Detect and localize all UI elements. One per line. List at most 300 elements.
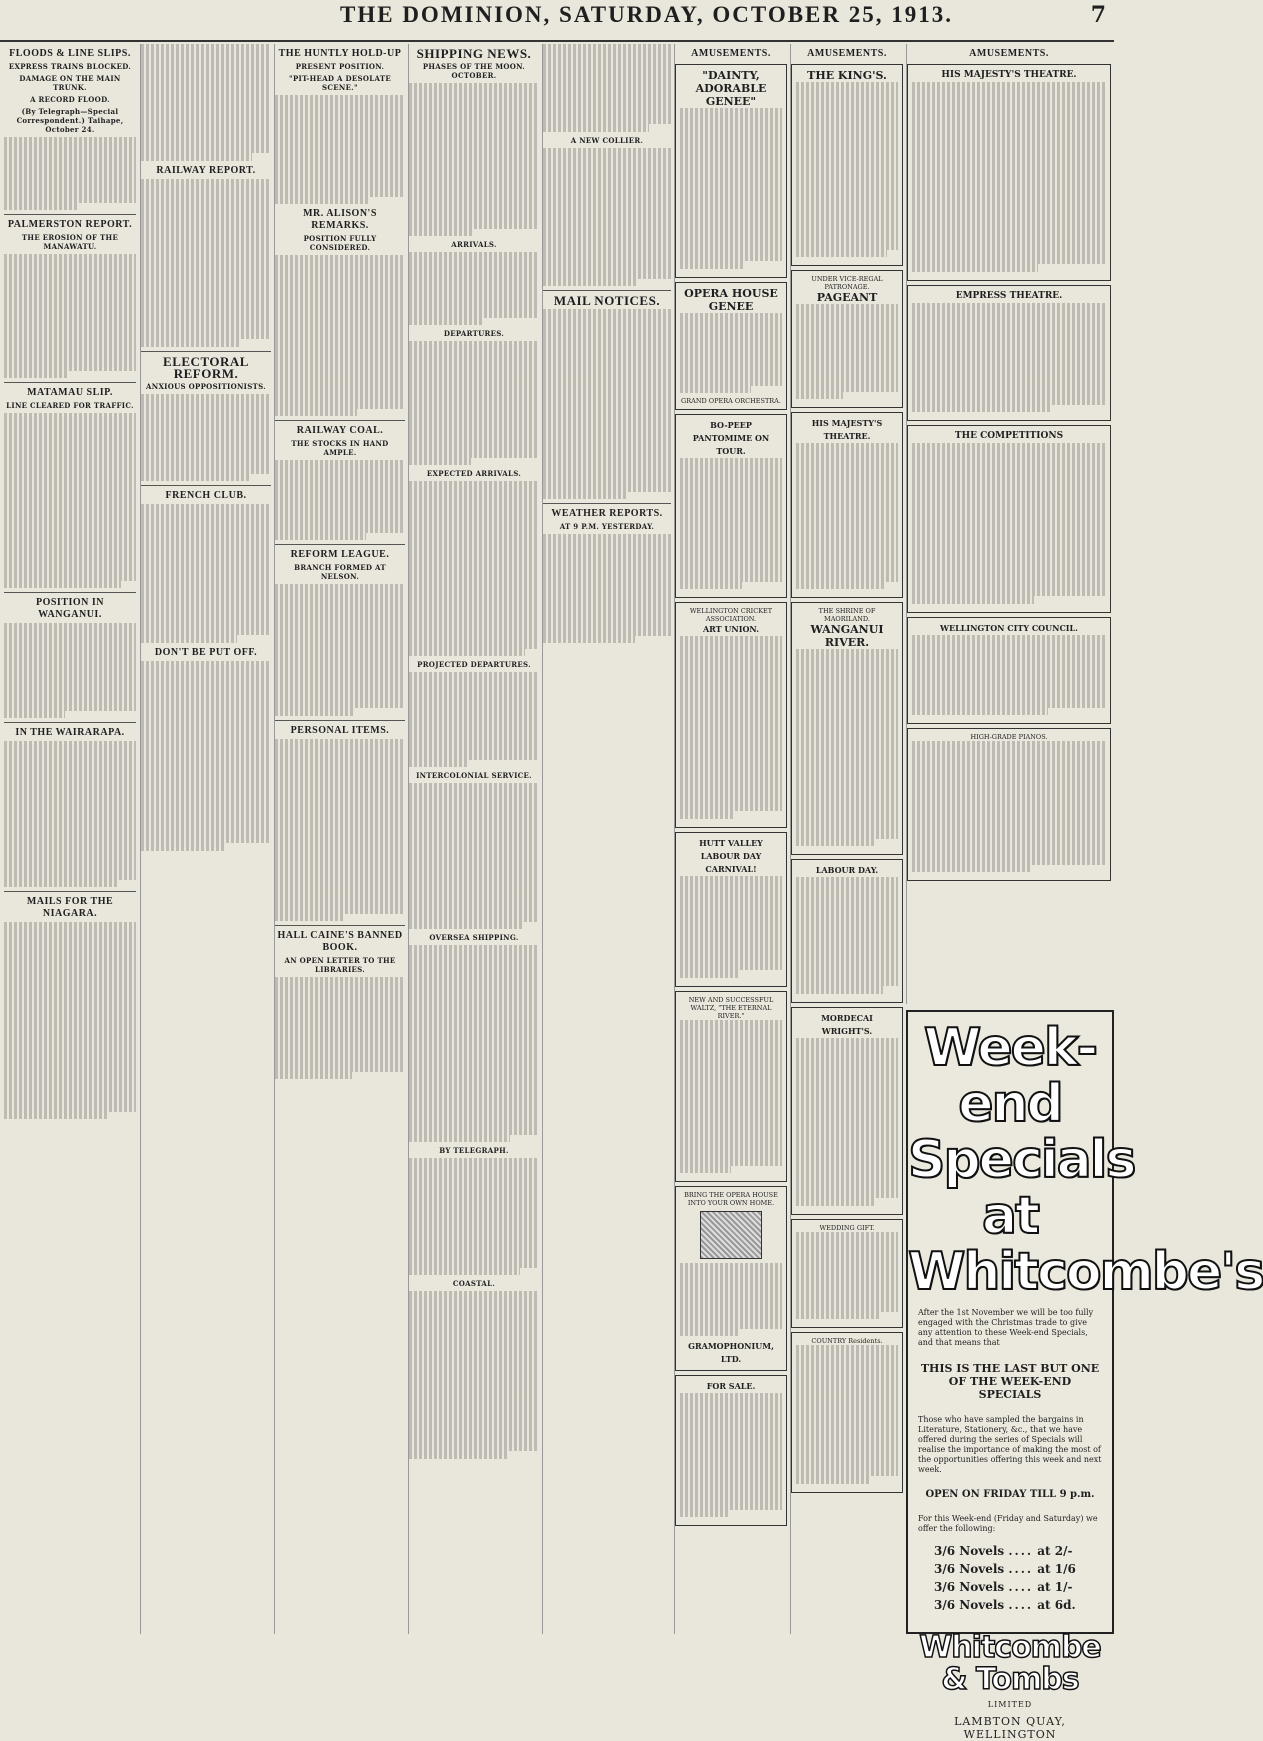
text-line bbox=[543, 88, 671, 95]
text-line bbox=[796, 1232, 898, 1239]
text-line bbox=[543, 441, 671, 448]
subhead-record-flood: A RECORD FLOOD. bbox=[30, 95, 110, 104]
text-line bbox=[141, 756, 271, 763]
text-line bbox=[409, 171, 539, 178]
text-line bbox=[796, 788, 898, 795]
text-line bbox=[912, 184, 1106, 191]
text-line bbox=[4, 435, 136, 442]
text-line bbox=[409, 1320, 539, 1327]
text-line bbox=[275, 1050, 405, 1057]
text-line bbox=[409, 856, 539, 863]
ad-gramophone-title: BRING THE OPERA HOUSE INTO YOUR OWN HOME. bbox=[684, 1190, 778, 1207]
ad-waltz-title: NEW AND SUCCESSFUL WALTZ, "THE ETERNAL RIVER." bbox=[688, 995, 774, 1020]
text-line bbox=[543, 95, 671, 102]
headline-reform-league: REFORM LEAGUE. bbox=[290, 549, 390, 561]
ad-waltz bbox=[675, 991, 787, 1182]
text-line bbox=[796, 384, 898, 391]
text-line bbox=[409, 349, 539, 356]
text-line bbox=[141, 741, 271, 748]
text-line bbox=[796, 89, 898, 96]
text-line bbox=[543, 250, 671, 257]
ad-orchestra: GRAND OPERA ORCHESTRA. bbox=[681, 396, 781, 405]
text-line bbox=[796, 877, 898, 884]
text-line bbox=[796, 82, 898, 89]
text-line bbox=[680, 1292, 782, 1299]
text-line bbox=[796, 552, 898, 559]
headline-electoral-reform: ELECTORAL REFORM. bbox=[163, 353, 249, 381]
divider bbox=[275, 925, 405, 926]
subhead-projected: PROJECTED DEPARTURES. bbox=[417, 660, 531, 670]
headline-railway-report: RAILWAY REPORT. bbox=[156, 164, 256, 176]
text-line bbox=[912, 303, 1106, 310]
ad-his-majestys-2 bbox=[907, 64, 1111, 281]
text-line bbox=[4, 623, 136, 630]
text-line bbox=[4, 711, 65, 718]
column-7 bbox=[790, 44, 903, 1634]
ad-maoriland bbox=[791, 602, 903, 855]
text-line bbox=[409, 192, 539, 199]
text-line bbox=[796, 326, 898, 333]
subhead-9pm: AT 9 P.M. YESTERDAY. bbox=[559, 521, 655, 531]
text-line bbox=[409, 1128, 539, 1135]
divider bbox=[543, 503, 671, 504]
text-line bbox=[680, 575, 782, 582]
text-line bbox=[680, 665, 782, 672]
text-line bbox=[409, 1158, 539, 1165]
text-line bbox=[796, 348, 898, 355]
ad-body bbox=[796, 1345, 898, 1484]
text-line bbox=[409, 200, 539, 207]
text-line bbox=[275, 183, 405, 190]
text-line bbox=[912, 250, 1106, 257]
text-line bbox=[141, 95, 271, 102]
text-line bbox=[796, 1433, 898, 1440]
text-line bbox=[409, 90, 539, 97]
text-line bbox=[409, 296, 539, 303]
text-line bbox=[912, 317, 1106, 324]
text-line bbox=[680, 313, 782, 320]
text-line bbox=[4, 254, 136, 261]
text-line bbox=[141, 599, 271, 606]
text-line bbox=[275, 855, 405, 862]
text-line bbox=[409, 1298, 539, 1305]
text-line bbox=[796, 1389, 898, 1396]
text-line bbox=[4, 821, 136, 828]
newspaper-title: THE DOMINION, SATURDAY, OCTOBER 25, 1913. bbox=[340, 2, 954, 27]
text-line bbox=[680, 731, 782, 738]
text-line bbox=[275, 409, 357, 416]
text-line bbox=[275, 518, 405, 525]
ad-vice-regal-title: UNDER VICE-REGAL PATRONAGE. bbox=[811, 275, 883, 292]
subhead-arrivals: ARRIVALS. bbox=[451, 240, 497, 250]
text-line bbox=[796, 1447, 898, 1454]
text-line bbox=[4, 1017, 136, 1024]
ad-genee-name: GENEE bbox=[708, 299, 754, 313]
text-line bbox=[275, 1035, 405, 1042]
text-line bbox=[680, 174, 782, 181]
ad-body bbox=[680, 876, 782, 978]
text-line bbox=[680, 789, 782, 796]
text-line bbox=[543, 66, 671, 73]
text-line bbox=[409, 1415, 539, 1422]
text-line bbox=[543, 411, 671, 418]
text-line bbox=[4, 188, 136, 195]
text-line bbox=[680, 545, 782, 552]
text-line bbox=[543, 184, 671, 191]
text-line bbox=[912, 354, 1106, 361]
text-line bbox=[4, 363, 136, 370]
text-line bbox=[796, 494, 898, 501]
article-body bbox=[141, 661, 271, 851]
text-line bbox=[409, 518, 539, 525]
text-line bbox=[275, 1006, 405, 1013]
text-line bbox=[796, 162, 898, 169]
text-line bbox=[4, 349, 136, 356]
headline-matamau: MATAMAU SLIP. bbox=[27, 387, 113, 399]
text-line bbox=[796, 155, 898, 162]
text-line bbox=[543, 317, 671, 324]
price-row bbox=[908, 1596, 1112, 1614]
text-line bbox=[275, 365, 405, 372]
text-line bbox=[680, 356, 782, 363]
text-line bbox=[275, 124, 405, 131]
text-line bbox=[796, 392, 843, 399]
text-line bbox=[680, 516, 782, 523]
text-line bbox=[796, 443, 898, 450]
divider bbox=[275, 420, 405, 421]
text-line bbox=[275, 621, 405, 628]
text-line bbox=[141, 668, 271, 675]
text-line bbox=[275, 526, 405, 533]
text-line bbox=[409, 1180, 539, 1187]
text-line bbox=[796, 1133, 898, 1140]
text-line bbox=[141, 563, 271, 570]
text-line bbox=[796, 126, 898, 133]
text-line bbox=[4, 581, 121, 588]
text-line bbox=[680, 1408, 782, 1415]
text-line bbox=[4, 173, 136, 180]
headline-amusements-1: AMUSEMENTS. bbox=[691, 48, 771, 59]
text-line bbox=[409, 1047, 539, 1054]
text-line bbox=[912, 235, 1106, 242]
text-line bbox=[275, 475, 405, 482]
text-line bbox=[796, 1074, 898, 1081]
text-line bbox=[912, 443, 1106, 450]
text-line bbox=[409, 392, 539, 399]
text-line bbox=[141, 310, 271, 317]
text-line bbox=[912, 405, 1052, 412]
ad-kings bbox=[791, 64, 903, 266]
text-line bbox=[275, 292, 405, 299]
price-row bbox=[908, 1542, 1112, 1560]
ad-opera-house-title: OPERA HOUSE bbox=[684, 286, 778, 300]
text-line bbox=[912, 398, 1106, 405]
text-line bbox=[4, 552, 136, 559]
text-line bbox=[275, 790, 405, 797]
text-line bbox=[141, 423, 271, 430]
text-line bbox=[4, 312, 136, 319]
text-line bbox=[409, 680, 539, 687]
subhead-oversea: OVERSEA SHIPPING. bbox=[429, 933, 519, 943]
text-line bbox=[275, 299, 405, 306]
text-line bbox=[4, 305, 136, 312]
article-body bbox=[141, 44, 271, 161]
text-line bbox=[912, 458, 1106, 465]
subhead-coastal: COASTAL. bbox=[452, 1278, 496, 1288]
text-line bbox=[409, 1422, 539, 1429]
text-line bbox=[409, 974, 539, 981]
text-line bbox=[680, 876, 782, 883]
text-line bbox=[409, 407, 539, 414]
article-body bbox=[275, 584, 405, 715]
text-line bbox=[141, 541, 271, 548]
text-line bbox=[141, 230, 271, 237]
text-line bbox=[275, 753, 405, 760]
text-line bbox=[680, 1166, 731, 1173]
text-line bbox=[912, 748, 1106, 755]
text-line bbox=[4, 356, 136, 363]
text-line bbox=[409, 356, 539, 363]
text-line bbox=[912, 257, 1106, 264]
text-line bbox=[680, 1299, 782, 1306]
text-line bbox=[4, 689, 136, 696]
text-line bbox=[409, 827, 539, 834]
ad-gramophonium: GRAMOPHONIUM, LTD. bbox=[688, 1340, 774, 1364]
text-line bbox=[912, 494, 1106, 501]
text-line bbox=[275, 708, 354, 715]
text-line bbox=[680, 130, 782, 137]
text-line bbox=[796, 1067, 898, 1074]
text-line bbox=[409, 1400, 539, 1407]
text-line bbox=[4, 276, 136, 283]
text-line bbox=[543, 309, 671, 316]
headline-huntly: THE HUNTLY HOLD-UP bbox=[278, 48, 402, 59]
text-line bbox=[912, 807, 1106, 814]
text-line bbox=[275, 833, 405, 840]
subhead-new-collier: A NEW COLLIER. bbox=[570, 135, 644, 145]
text-line bbox=[912, 480, 1106, 487]
text-line bbox=[4, 980, 136, 987]
text-line bbox=[796, 133, 898, 140]
text-line bbox=[275, 358, 405, 365]
article-body bbox=[543, 309, 671, 499]
text-line bbox=[680, 746, 782, 753]
text-line bbox=[4, 865, 136, 872]
text-line bbox=[912, 843, 1106, 850]
text-line bbox=[409, 1253, 539, 1260]
ad-whitcombe bbox=[906, 1010, 1263, 1741]
text-line bbox=[796, 715, 898, 722]
text-line bbox=[796, 501, 898, 508]
text-line bbox=[275, 336, 405, 343]
text-line bbox=[796, 363, 898, 370]
text-line bbox=[680, 210, 782, 217]
ad-maoriland-title: THE SHRINE OF MAORILAND. bbox=[818, 606, 876, 623]
text-line bbox=[275, 190, 405, 197]
text-line bbox=[409, 915, 539, 922]
text-line bbox=[409, 1327, 539, 1334]
text-line bbox=[4, 493, 136, 500]
text-line bbox=[543, 228, 671, 235]
text-line bbox=[912, 82, 1106, 89]
divider bbox=[4, 891, 136, 892]
text-line bbox=[4, 770, 136, 777]
text-line bbox=[141, 288, 271, 295]
text-line bbox=[4, 544, 136, 551]
whitcombe-last-special: THIS IS THE LAST BUT ONE OF THE WEEK-END SPECIALS bbox=[920, 1362, 1100, 1401]
text-line bbox=[4, 937, 136, 944]
text-line bbox=[796, 1191, 898, 1198]
text-line bbox=[141, 778, 271, 785]
text-line bbox=[409, 1238, 539, 1245]
divider bbox=[4, 722, 136, 723]
column-4 bbox=[408, 44, 539, 1634]
text-line bbox=[680, 1263, 782, 1270]
article-body bbox=[4, 922, 136, 1119]
text-line bbox=[409, 156, 539, 163]
text-line bbox=[796, 839, 876, 846]
text-line bbox=[912, 502, 1106, 509]
text-line bbox=[4, 479, 136, 486]
text-line bbox=[275, 343, 405, 350]
text-line bbox=[409, 864, 539, 871]
text-line bbox=[141, 697, 271, 704]
text-line bbox=[275, 1021, 405, 1028]
text-line bbox=[141, 266, 271, 273]
price-item: 3/6 Novels bbox=[934, 1598, 1005, 1612]
text-line bbox=[275, 161, 405, 168]
article-body bbox=[141, 504, 271, 643]
text-line bbox=[275, 599, 405, 606]
text-line bbox=[912, 199, 1106, 206]
text-line bbox=[796, 341, 898, 348]
text-line bbox=[543, 169, 671, 176]
text-line bbox=[543, 484, 671, 491]
text-line bbox=[409, 620, 539, 627]
text-line bbox=[275, 775, 405, 782]
text-line bbox=[141, 179, 271, 186]
text-line bbox=[409, 1202, 539, 1209]
text-line bbox=[275, 584, 405, 591]
text-line bbox=[4, 464, 136, 471]
text-line bbox=[4, 486, 136, 493]
text-line bbox=[796, 899, 898, 906]
text-line bbox=[4, 515, 136, 522]
text-line bbox=[543, 541, 671, 548]
text-line bbox=[409, 436, 539, 443]
text-line bbox=[275, 739, 405, 746]
text-line bbox=[680, 1270, 782, 1277]
subhead-erosion: THE EROSION OF THE MANAWATU. bbox=[21, 232, 119, 251]
text-line bbox=[141, 821, 271, 828]
text-line bbox=[275, 643, 405, 650]
ad-body bbox=[912, 303, 1106, 412]
text-line bbox=[4, 413, 136, 420]
text-line bbox=[912, 140, 1106, 147]
text-line bbox=[680, 1115, 782, 1122]
text-line bbox=[4, 703, 136, 710]
article-body bbox=[409, 783, 539, 929]
text-line bbox=[796, 950, 898, 957]
text-line bbox=[796, 333, 898, 340]
headline-amusements-2: AMUSEMENTS. bbox=[807, 48, 887, 59]
text-line bbox=[275, 665, 405, 672]
text-line bbox=[796, 795, 898, 802]
text-line bbox=[409, 105, 539, 112]
text-line bbox=[141, 437, 271, 444]
text-line bbox=[275, 131, 405, 138]
text-line bbox=[141, 296, 271, 303]
text-line bbox=[409, 481, 539, 488]
ad-gramophone bbox=[675, 1186, 787, 1371]
text-line bbox=[141, 259, 271, 266]
text-line bbox=[796, 979, 898, 986]
text-line bbox=[409, 960, 539, 967]
text-line bbox=[796, 693, 898, 700]
text-line bbox=[680, 1107, 782, 1114]
text-line bbox=[409, 414, 539, 421]
article-body bbox=[543, 148, 671, 287]
text-line bbox=[4, 858, 136, 865]
text-line bbox=[141, 814, 271, 821]
text-line bbox=[680, 144, 782, 151]
ad-body bbox=[796, 82, 898, 257]
text-line bbox=[543, 338, 671, 345]
ad-his-majestys-2-title: HIS MAJESTY'S THEATRE. bbox=[941, 70, 1077, 80]
text-line bbox=[409, 289, 539, 296]
text-line bbox=[543, 404, 671, 411]
ad-body bbox=[912, 741, 1106, 872]
text-line bbox=[543, 213, 671, 220]
text-line bbox=[141, 394, 271, 401]
ad-kings-title: THE KING'S. bbox=[807, 69, 887, 82]
text-line bbox=[409, 363, 539, 370]
article-body bbox=[275, 977, 405, 1079]
text-line bbox=[409, 605, 539, 612]
text-line bbox=[680, 1049, 782, 1056]
ad-bo-peep-title: BO-PEEP PANTOMIME ON TOUR. bbox=[692, 419, 770, 456]
text-line bbox=[796, 1089, 898, 1096]
text-line bbox=[275, 848, 405, 855]
text-line bbox=[796, 199, 898, 206]
divider bbox=[4, 214, 136, 215]
ad-body bbox=[680, 1263, 782, 1336]
text-line bbox=[141, 570, 271, 577]
dateline: (By Telegraph—Special Correspondent.) Taihape, October 24. bbox=[16, 107, 124, 134]
text-line bbox=[4, 958, 136, 965]
text-line bbox=[275, 999, 405, 1006]
text-line bbox=[4, 320, 136, 327]
ad-empress-title: EMPRESS THEATRE. bbox=[955, 290, 1063, 301]
text-line bbox=[680, 1085, 782, 1092]
text-line bbox=[912, 310, 1106, 317]
text-line bbox=[796, 729, 898, 736]
text-line bbox=[4, 995, 136, 1002]
price-row bbox=[908, 1578, 1112, 1596]
text-line bbox=[796, 1239, 898, 1246]
text-line bbox=[796, 722, 898, 729]
text-line bbox=[912, 686, 1106, 693]
text-line bbox=[912, 596, 1034, 603]
text-line bbox=[409, 222, 539, 229]
text-line bbox=[4, 682, 136, 689]
text-line bbox=[543, 492, 626, 499]
ad-mordecai-title: MORDECAI WRIGHT'S. bbox=[821, 1012, 873, 1036]
subhead-oppositionists: ANXIOUS OPPOSITIONISTS. bbox=[146, 381, 266, 391]
text-line bbox=[796, 1038, 898, 1045]
text-line bbox=[141, 459, 271, 466]
text-line bbox=[409, 702, 539, 709]
